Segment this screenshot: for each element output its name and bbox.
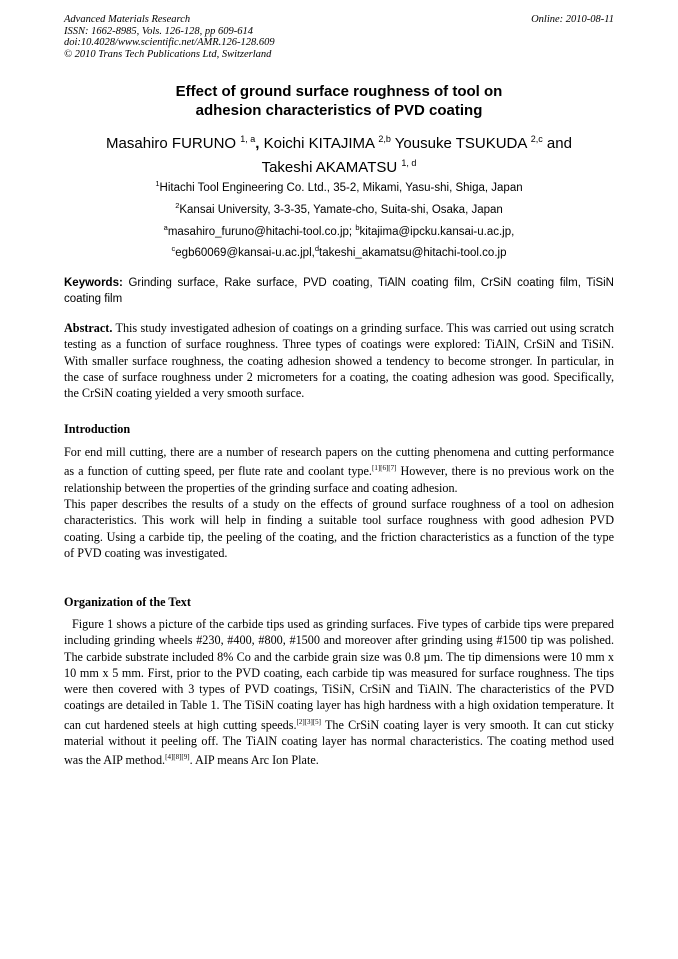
author-list xyxy=(64,130,614,177)
keywords xyxy=(64,276,614,307)
online-date: Online: 2010-08-11 xyxy=(531,14,614,25)
journal-name: Advanced Materials Research xyxy=(64,14,191,25)
citation: [1][6][7] xyxy=(371,464,397,473)
email-address: kitajima@ipcku.kansai-u.ac.jp, xyxy=(359,225,515,238)
paper-title xyxy=(64,82,614,120)
author-sup: 1, a xyxy=(240,134,256,144)
aff-text: Kansai University, 3-3-35, Yamate-cho, Suita-shi, Osaka, Japan xyxy=(179,203,503,216)
introduction-body xyxy=(64,444,614,561)
email-sup: d xyxy=(314,244,319,253)
author-name: Takeshi AKAMATSU xyxy=(261,158,398,176)
email-sup: b xyxy=(355,223,360,232)
author-sup: 1, d xyxy=(401,157,417,168)
abstract-label: Abstract. xyxy=(64,321,113,335)
affiliation-1 xyxy=(64,177,614,195)
email-address: egb60069@kansai-u.ac.jpl, xyxy=(175,246,315,259)
author-line-2 xyxy=(64,154,614,178)
keywords-text: Grinding surface, Rake surface, PVD coating, TiAlN coating film, CrSiN coating film, TiSiN coating film xyxy=(64,277,614,305)
author-name: Koichi KITAJIMA xyxy=(263,135,375,152)
citation: [4][8][9] xyxy=(165,753,190,762)
email-address: masahiro_furuno@hitachi-tool.co.jp; xyxy=(167,225,353,238)
copyright-line: © 2010 Trans Tech Publications Ltd, Switzerland xyxy=(64,48,272,60)
aff-text: Hitachi Tool Engineering Co. Ltd., 35-2, Mikami, Yasu-shi, Shiga, Japan xyxy=(159,181,523,194)
title-line-2: adhesion characteristics of PVD coating xyxy=(195,102,483,119)
author-name: Masahiro FURUNO xyxy=(106,135,237,152)
citation: [2][3][5] xyxy=(296,717,322,726)
author-name: Yousuke TSUKUDA xyxy=(394,135,527,152)
abstract-text: This study investigated adhesion of coatings on a grinding surface. This was carried out using scratch testing as a function of surface roughness. Three types of coatings were explored: TiAlN, CrSiN and TiSiN. With smaller surface roughness, the coating adhesion showed a tendency to become stronger. In particular, in the case of surface roughness under 2 micrometers for a coating, the coating adhesion was good. Specifically, the CrSiN coating yielded a very smooth surface. xyxy=(64,321,615,401)
doi-line: doi:10.4028/www.scientific.net/AMR.126-128.609 xyxy=(64,37,275,48)
organization-heading: Organization of the Text xyxy=(64,595,191,609)
issn-line: ISSN: 1662-8985, Vols. 126-128, pp 609-614 xyxy=(64,25,253,37)
journal-header xyxy=(64,14,614,60)
introduction-heading: Introduction xyxy=(64,422,131,436)
author-sup: 2,c xyxy=(530,134,543,144)
author-sup: 2,b xyxy=(378,134,391,144)
aff-sup: 1 xyxy=(155,179,160,188)
intro-text: However, there is no previous work on the relationship between the properties of the grinding surface and coating adhesion. xyxy=(64,464,615,495)
title-line-1: Effect of ground surface roughness of tool on xyxy=(175,83,503,100)
author-and: and xyxy=(546,135,572,152)
intro-paragraph-2: This paper describes the results of a study on the effects of ground surface roughness of a tool on adhesion characteristics. This work will help in finding a suitable tool surface roughness with good adhesion PVD coating. Using a carbide tip, the peeling of the coating, and the friction characteristics as a function of the type of PVD coating was investigated. xyxy=(64,496,614,560)
organization-body xyxy=(64,616,614,769)
email-sup: c xyxy=(171,244,176,253)
email-line-2 xyxy=(64,242,614,260)
abstract xyxy=(64,320,614,401)
organization-paragraph xyxy=(64,616,614,769)
email-sup: a xyxy=(163,223,168,232)
intro-paragraph-1 xyxy=(64,444,614,496)
intro-text: For end mill cutting, there are a number of research papers on the cutting phenomena and cutting performance as a function of cutting speed, per flute rate and coolant type. xyxy=(64,445,614,479)
aff-sup: 2 xyxy=(175,201,180,210)
org-text: Figure 1 shows a picture of the carbide tips used as grinding surfaces. Five types of carbide tips were prepared including grinding wheels #230, #400, #800, #1500 and moreover after grinding using #1500 tip was polished. The carbide substrate included 8% Co and the carbide grain size was 0.8 µm. The tip dimensions were 10 mm x 10 mm x 5 mm. First, prior to the PVD coating, each carbide tip was measured for surface roughness. The tips were then covered with 3 types of PVD coatings, TiSiN, CrSiN and TiAlN. The characteristics of the PVD coatings are detailed in Table 1. The TiSiN coating layer has high hardness with a high oxidation temperature. It can cut hardened steels at high cutting speeds. xyxy=(64,617,614,732)
email-line-1 xyxy=(64,221,614,239)
keywords-label: Keywords: xyxy=(64,277,123,289)
org-text: The CrSiN coating layer is very smooth. It can cut sticky material without it peeling off. The TiAlN coating layer has normal characteristics. The coating method used was the AIP method. xyxy=(64,717,614,768)
org-text: . AIP means Arc Ion Plate. xyxy=(189,753,319,768)
affiliation-2 xyxy=(64,199,614,217)
email-address: takeshi_akamatsu@hitachi-tool.co.jp xyxy=(319,246,507,259)
author-line-1: Masahiro FURUNO $^{1, a}$, Koichi KITAJIMA $^{2,b}$ Yousuke TSUKUDA $^{2,c}$ and xyxy=(106,134,572,152)
